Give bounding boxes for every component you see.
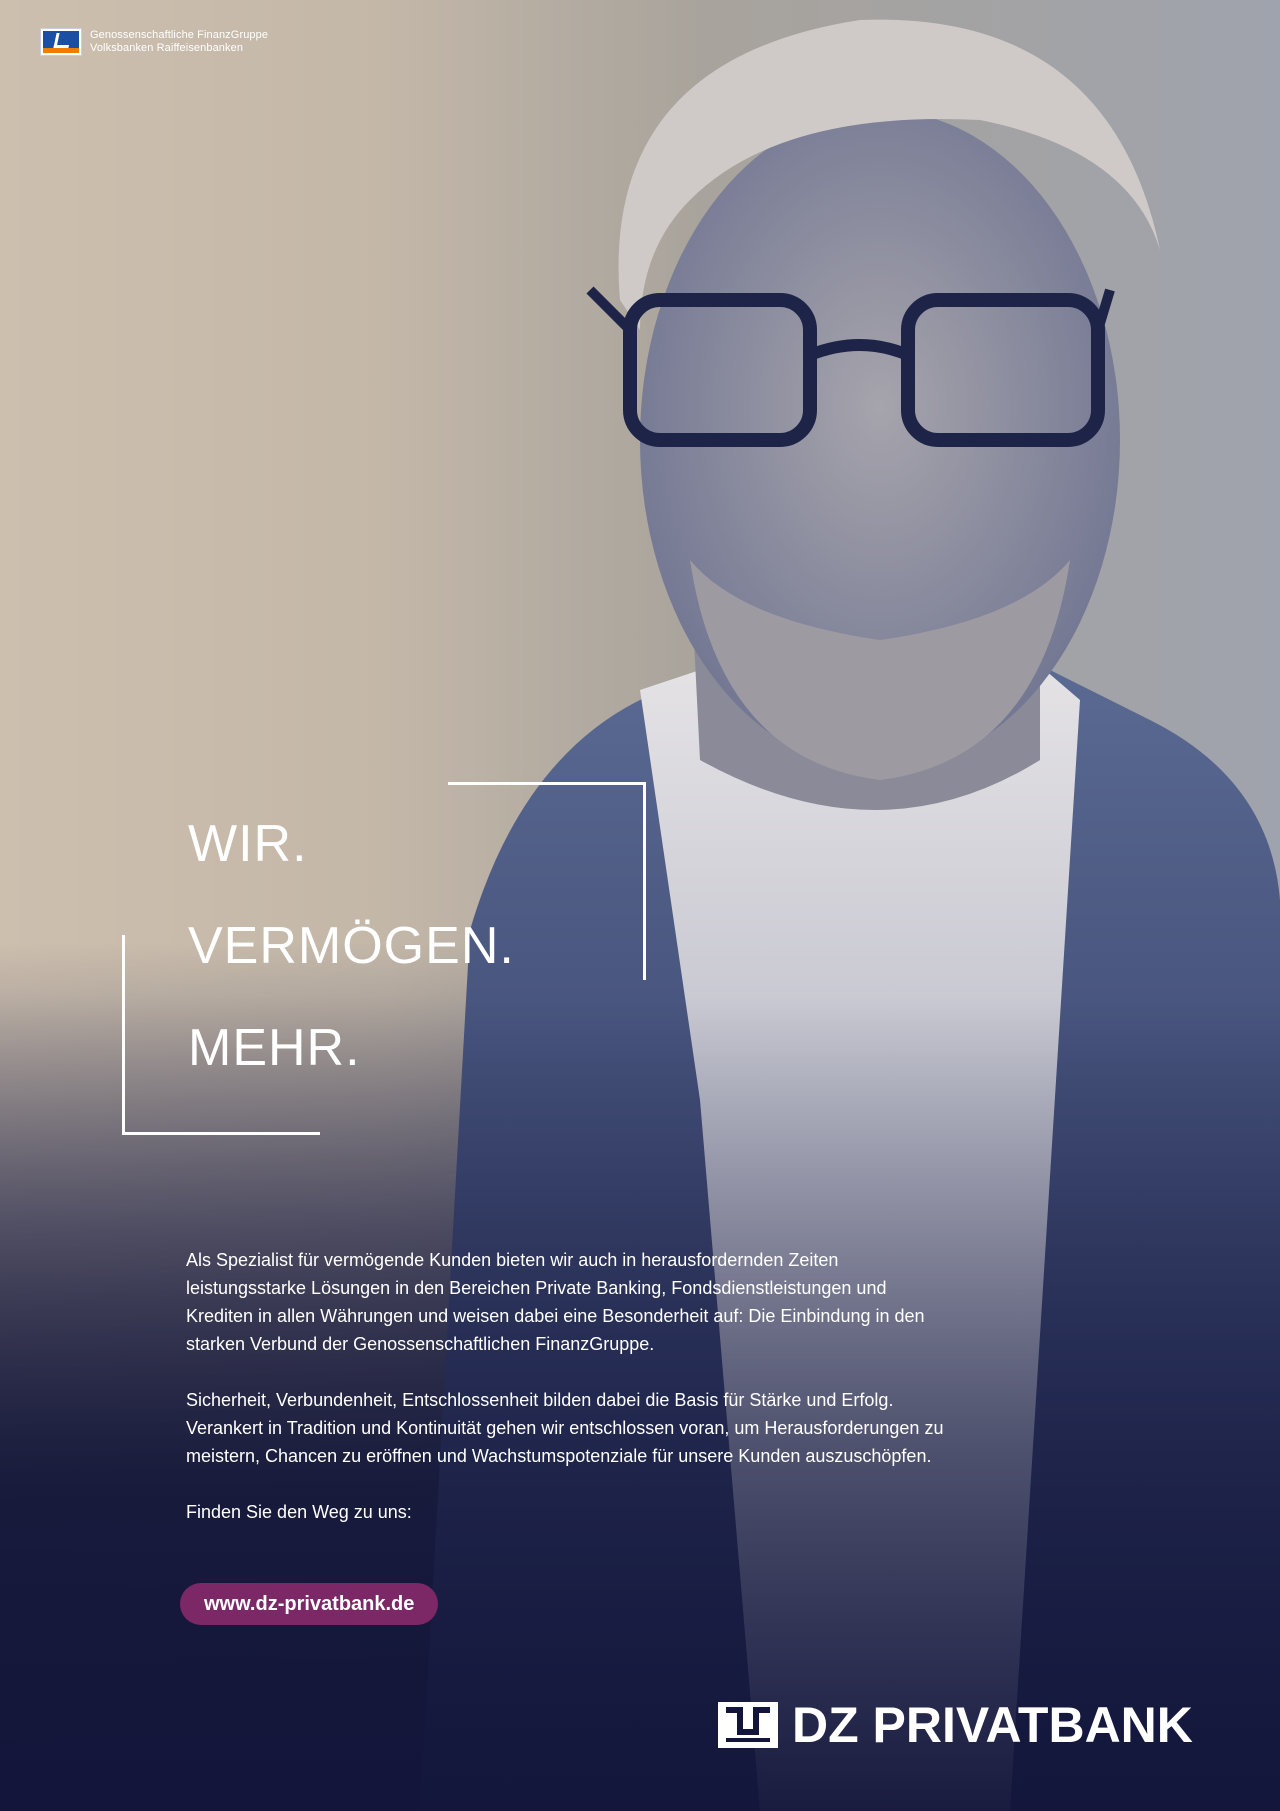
genossenschaftliche-finanzgruppe-logo [40,28,268,56]
headline-line-1: WIR. [188,815,308,873]
headline-line-3: MEHR. [188,1019,361,1077]
dz-privatbank-logo [718,1697,1193,1753]
website-link-button[interactable]: www.dz-privatbank.de [180,1583,438,1625]
volksbank-raiffeisen-icon [40,28,82,56]
headline-line-2: VERMÖGEN. [188,917,515,975]
dz-bank-icon [718,1702,778,1748]
brand-name: DZ PRIVATBANK [792,1697,1193,1753]
call-to-action-text: Finden Sie den Weg zu uns: [186,1502,412,1522]
body-copy [186,1246,956,1526]
body-paragraph-2: Sicherheit, Verbundenheit, Entschlossenheit bilden dabei die Basis für Stärke und Erfolg. Verankert in Tradition und Kontinuität gehen wir entschlossen voran, um Herausforderungen zu meistern, Chancen zu eröffnen und Wachstumspotenziale für unsere Kunden auszuschöpfen. [186,1390,944,1466]
body-paragraph-1: Als Spezialist für vermögende Kunden bieten wir auch in herausfordernden Zeiten leistungsstarke Lösungen in den Bereichen Private Banking, Fondsdienstleistungen und Krediten in allen Währungen und weisen dabei eine Besonderheit auf: Die Einbindung in den starken Verbund der Genossenschaftlichen FinanzGruppe. [186,1250,925,1354]
headline [188,808,515,1114]
logo-line-1: Genossenschaftliche FinanzGruppe [90,29,269,41]
logo-line-2: Volksbanken Raiffeisenbanken [90,42,244,54]
